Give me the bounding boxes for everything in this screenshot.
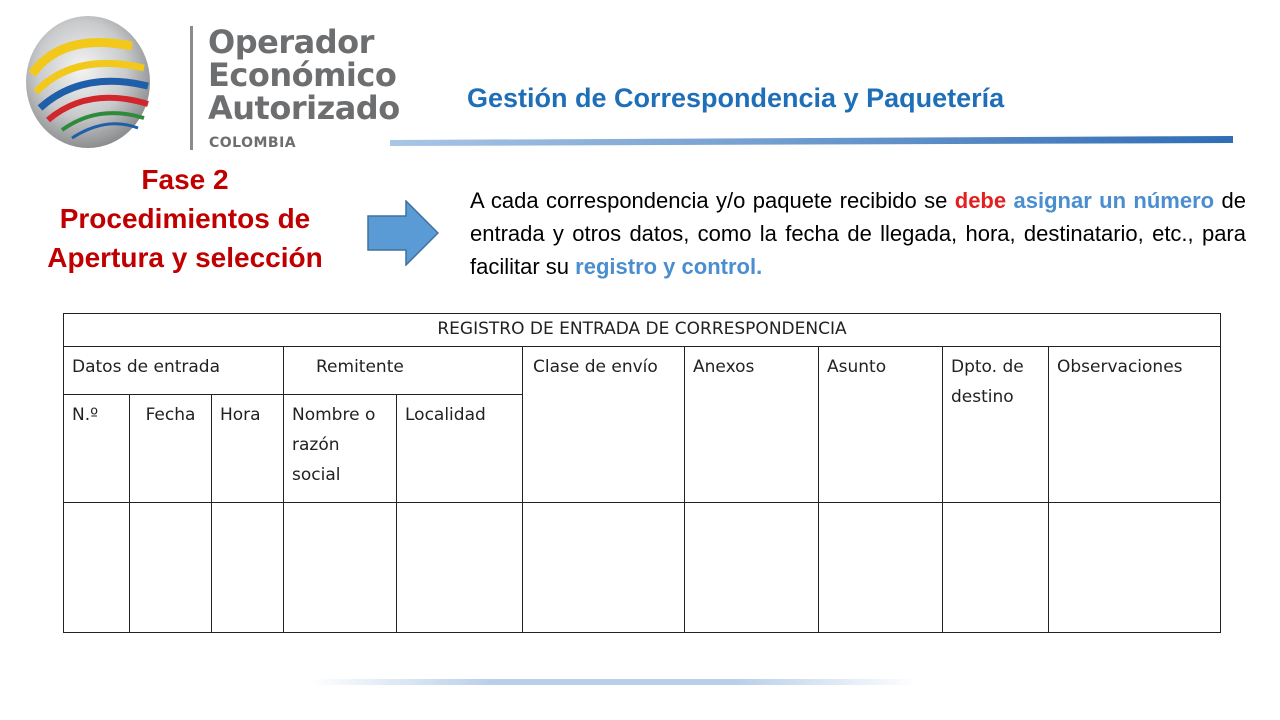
oea-logo bbox=[22, 12, 402, 152]
header-datos-entrada: Datos de entrada bbox=[64, 347, 284, 395]
description-text bbox=[470, 184, 1246, 283]
desc-debe: debe bbox=[954, 188, 1007, 213]
header-clase-envio: Clase de envío bbox=[523, 347, 685, 503]
header-divider bbox=[390, 136, 1233, 146]
logo-line-1: Operador bbox=[208, 23, 374, 61]
correspondence-register-form bbox=[63, 313, 1221, 633]
logo-line-3: Autorizado bbox=[208, 89, 400, 127]
logo-wordmark bbox=[208, 23, 400, 127]
entry-cell-asunto[interactable] bbox=[819, 503, 943, 633]
desc-part-1: A cada correspondencia y/o paquete recibido se bbox=[470, 188, 955, 213]
entry-cell-nombre[interactable] bbox=[284, 503, 397, 633]
register-table bbox=[63, 313, 1221, 633]
page-title: Gestión de Correspondencia y Paquetería bbox=[467, 83, 1005, 113]
logo-line-2: Económico bbox=[208, 56, 397, 94]
header-asunto: Asunto bbox=[819, 347, 943, 503]
entry-cell-localidad[interactable] bbox=[397, 503, 523, 633]
form-title: REGISTRO DE ENTRADA DE CORRESPONDENCIA bbox=[64, 314, 1221, 347]
right-arrow-icon bbox=[367, 200, 439, 266]
header-remitente: Remitente bbox=[284, 347, 523, 395]
entry-cell-clase-envio[interactable] bbox=[523, 503, 685, 633]
footer-divider bbox=[310, 677, 918, 687]
phase-subtitle-1: Procedimientos de bbox=[59, 203, 311, 234]
logo-separator bbox=[190, 26, 193, 150]
entry-cell-dpto-destino[interactable] bbox=[943, 503, 1049, 633]
entry-cell-hora[interactable] bbox=[212, 503, 284, 633]
phase-heading bbox=[20, 160, 350, 277]
subheader-hora: Hora bbox=[212, 395, 284, 503]
phase-number: Fase 2 bbox=[141, 164, 229, 195]
oea-globe-icon bbox=[22, 12, 182, 152]
header-anexos: Anexos bbox=[685, 347, 819, 503]
header-dpto-destino: Dpto. de destino bbox=[943, 347, 1049, 503]
header-observaciones: Observaciones bbox=[1049, 347, 1221, 503]
desc-registro: registro y control. bbox=[575, 254, 763, 279]
subheader-numero: N.º bbox=[64, 395, 130, 503]
desc-asignar: asignar un número bbox=[1006, 188, 1215, 213]
entry-cell-numero[interactable] bbox=[64, 503, 130, 633]
desc-part-2: de entrada y otros datos, como la fecha de llegada, hora, destinatario, etc., para facilitar su bbox=[470, 188, 1246, 279]
entry-cell-observaciones[interactable] bbox=[1049, 503, 1221, 633]
logo-country: COLOMBIA bbox=[209, 135, 297, 151]
phase-subtitle-2: Apertura y selección bbox=[47, 242, 323, 273]
subheader-localidad: Localidad bbox=[397, 395, 523, 503]
entry-cell-anexos[interactable] bbox=[685, 503, 819, 633]
subheader-nombre: Nombre o razón social bbox=[284, 395, 397, 503]
entry-cell-fecha[interactable] bbox=[130, 503, 212, 633]
subheader-fecha: Fecha bbox=[130, 395, 212, 503]
